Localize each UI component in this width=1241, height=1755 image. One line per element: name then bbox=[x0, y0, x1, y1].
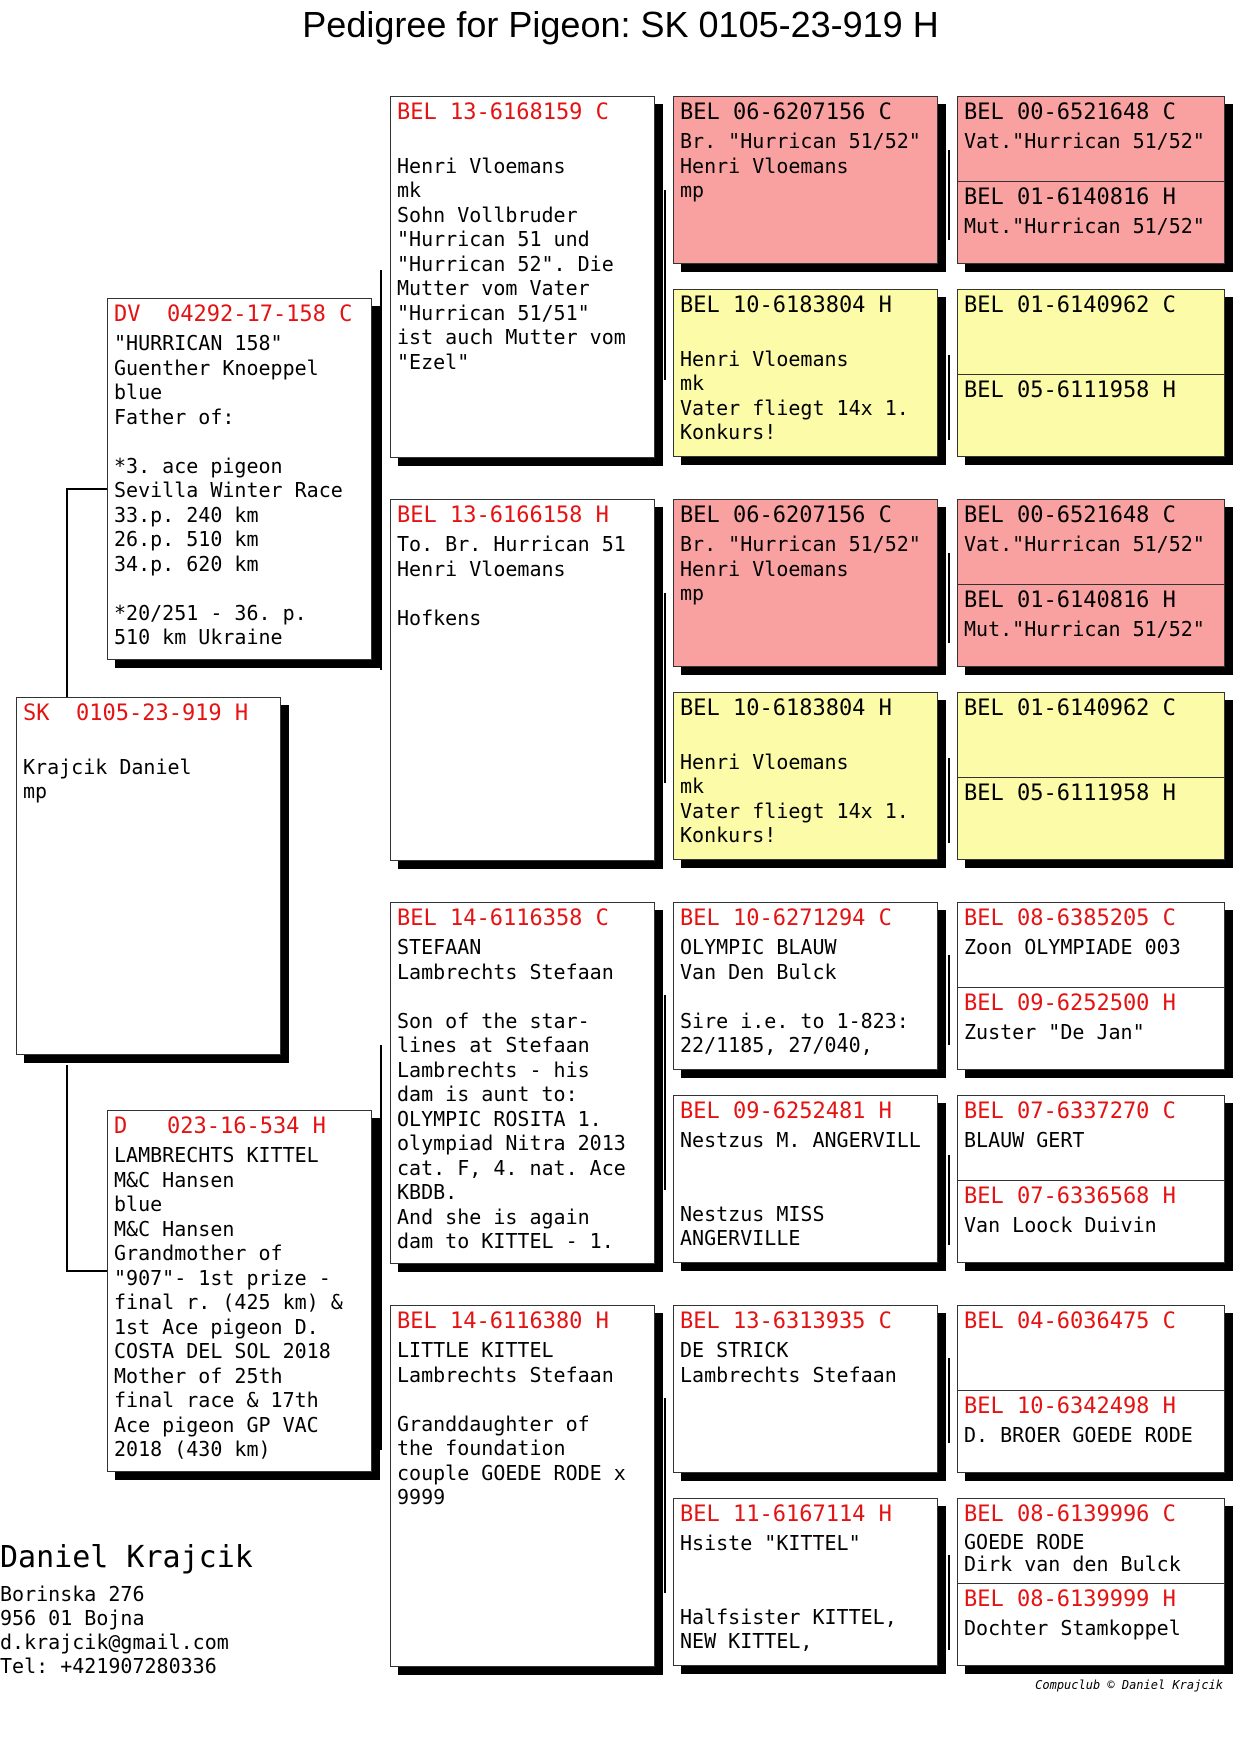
pigeon-details: Van Loock Duivin bbox=[964, 1213, 1157, 1237]
pigeon-details: GOEDE RODE Dirk van den Bulck bbox=[964, 1530, 1181, 1576]
ring-number: BEL 01-6140816 H bbox=[964, 185, 1176, 210]
great-grandparent-card bbox=[673, 1305, 938, 1473]
great-grandparent-card bbox=[673, 96, 938, 264]
pigeon-details: Vat."Hurrican 51/52" bbox=[964, 129, 1205, 153]
ring-number: BEL 09-6252481 H bbox=[680, 1099, 892, 1124]
connector-line bbox=[380, 270, 382, 670]
ring-number: BEL 10-6342498 H bbox=[964, 1394, 1176, 1419]
ring-number: BEL 05-6111958 H bbox=[964, 781, 1176, 806]
pigeon-details: Mut."Hurrican 51/52" bbox=[964, 617, 1205, 641]
connector-line bbox=[948, 1555, 950, 1650]
connector-line bbox=[380, 1045, 382, 1450]
connector-line bbox=[948, 150, 950, 240]
great-great-grandparent-pair bbox=[957, 1305, 1225, 1473]
connector-line bbox=[66, 488, 108, 490]
ring-number: BEL 13-6313935 C bbox=[680, 1309, 892, 1334]
ring-number: SK 0105-23-919 H bbox=[23, 701, 249, 726]
subject-pigeon-card bbox=[16, 697, 281, 1055]
sire-card bbox=[107, 298, 372, 660]
ring-number: BEL 00-6521648 C bbox=[964, 503, 1176, 528]
pigeon-details: To. Br. Hurrican 51 Henri Vloemans Hofkens bbox=[397, 532, 626, 630]
pigeon-details: Henri Vloemans mk Sohn Vollbruder "Hurrican 51 und "Hurrican 52". Die Mutter vom Vater "Hurrican 51/51" ist auch Mutter vom "Ezel" bbox=[397, 153, 626, 374]
ring-number: BEL 10-6271294 C bbox=[680, 906, 892, 931]
pigeon-details: Br. "Hurrican 51/52" Henri Vloemans mp bbox=[680, 532, 921, 605]
great-grandparent-card bbox=[673, 1498, 938, 1666]
ring-number: BEL 01-6140962 C bbox=[964, 293, 1176, 318]
ring-number: BEL 07-6336568 H bbox=[964, 1184, 1176, 1209]
ring-number: BEL 08-6139999 H bbox=[964, 1587, 1176, 1612]
great-great-grandparent-pair bbox=[957, 692, 1225, 860]
pigeon-details: Mut."Hurrican 51/52" bbox=[964, 214, 1205, 238]
dam-card bbox=[107, 1110, 372, 1472]
connector-line bbox=[664, 593, 666, 783]
pigeon-details: Dochter Stamkoppel bbox=[964, 1616, 1181, 1640]
pigeon-details: Br. "Hurrican 51/52" Henri Vloemans mp bbox=[680, 129, 921, 202]
pigeon-details: DE STRICK Lambrechts Stefaan bbox=[680, 1338, 897, 1387]
connector-line bbox=[948, 553, 950, 643]
grandparent-card bbox=[390, 499, 655, 861]
ring-number: BEL 01-6140816 H bbox=[964, 588, 1176, 613]
great-great-grandparent-pair bbox=[957, 1498, 1225, 1666]
ring-number: BEL 00-6521648 C bbox=[964, 100, 1176, 125]
great-great-grandparent-pair bbox=[957, 289, 1225, 457]
breeder-name: Daniel Krajcik bbox=[0, 1540, 253, 1575]
connector-line bbox=[948, 355, 950, 440]
ring-number: BEL 06-6207156 C bbox=[680, 100, 892, 125]
great-grandparent-card bbox=[673, 1095, 938, 1263]
pigeon-details: Henri Vloemans mk Vater fliegt 14x 1. Konkurs! bbox=[680, 749, 909, 847]
connector-line bbox=[664, 995, 666, 1190]
great-grandparent-card bbox=[673, 499, 938, 667]
ring-number: BEL 14-6116380 H bbox=[397, 1309, 609, 1334]
software-credit: Compuclub © Daniel Krajcik bbox=[1035, 1678, 1223, 1692]
pigeon-details: BLAUW GERT bbox=[964, 1128, 1085, 1152]
grandparent-card bbox=[390, 902, 655, 1264]
pigeon-details: LAMBRECHTS KITTEL M&C Hansen blue M&C Hansen Grandmother of "907"- 1st prize - final r. (425 km) & 1st Ace pigeon D. COSTA DEL SOL 2018 Mother of 25th final race & 17th Ace pigeon GP VAC 2018 (430 km) bbox=[114, 1143, 343, 1461]
page-title: Pedigree for Pigeon: SK 0105-23-919 H bbox=[302, 4, 939, 45]
ring-number: BEL 14-6116358 C bbox=[397, 906, 609, 931]
breeder-address-line1: Borinska 276 bbox=[0, 1582, 145, 1606]
connector-line bbox=[664, 190, 666, 380]
pigeon-details: Zuster "De Jan" bbox=[964, 1020, 1145, 1044]
ring-number: BEL 08-6385205 C bbox=[964, 906, 1176, 931]
ring-number: BEL 06-6207156 C bbox=[680, 503, 892, 528]
connector-line bbox=[948, 1358, 950, 1443]
connector-line bbox=[948, 1155, 950, 1245]
ring-number: BEL 10-6183804 H bbox=[680, 293, 892, 318]
connector-line bbox=[66, 1270, 108, 1272]
ring-number: BEL 10-6183804 H bbox=[680, 696, 892, 721]
ring-number: DV 04292-17-158 C bbox=[114, 302, 353, 327]
breeder-phone: Tel: +421907280336 bbox=[0, 1654, 217, 1678]
ring-number: BEL 07-6337270 C bbox=[964, 1099, 1176, 1124]
connector-line bbox=[948, 758, 950, 843]
great-grandparent-card bbox=[673, 902, 938, 1070]
pigeon-details: Vat."Hurrican 51/52" bbox=[964, 532, 1205, 556]
pigeon-details: Hsiste "KITTEL" Halfsister KITTEL, NEW KITTEL, bbox=[680, 1531, 897, 1653]
grandparent-card bbox=[390, 96, 655, 458]
ring-number: BEL 11-6167114 H bbox=[680, 1502, 892, 1527]
breeder-email: d.krajcik@gmail.com bbox=[0, 1630, 229, 1654]
pigeon-details: LITTLE KITTEL Lambrechts Stefaan Granddaughter of the foundation couple GOEDE RODE x 9999 bbox=[397, 1338, 626, 1509]
pigeon-details: D. BROER GOEDE RODE bbox=[964, 1423, 1193, 1447]
great-grandparent-card bbox=[673, 289, 938, 457]
ring-number: D 023-16-534 H bbox=[114, 1114, 326, 1139]
great-great-grandparent-pair bbox=[957, 499, 1225, 667]
ring-number: BEL 05-6111958 H bbox=[964, 378, 1176, 403]
pigeon-details: Nestzus M. ANGERVILL Nestzus MISS ANGERVILLE bbox=[680, 1128, 921, 1250]
breeder-address-line2: 956 01 Bojna bbox=[0, 1606, 145, 1630]
connector-line bbox=[948, 955, 950, 1045]
pigeon-details: OLYMPIC BLAUW Van Den Bulck Sire i.e. to 1-823: 22/1185, 27/040, bbox=[680, 935, 909, 1057]
ring-number: BEL 09-6252500 H bbox=[964, 991, 1176, 1016]
connector-line bbox=[66, 1065, 68, 1270]
ring-number: BEL 08-6139996 C bbox=[964, 1502, 1176, 1527]
grandparent-card bbox=[390, 1305, 655, 1667]
pigeon-details: Krajcik Daniel mp bbox=[23, 754, 192, 803]
great-great-grandparent-pair bbox=[957, 1095, 1225, 1263]
ring-number: BEL 13-6168159 C bbox=[397, 100, 609, 125]
pigeon-details: "HURRICAN 158" Guenther Knoeppel blue Father of: *3. ace pigeon Sevilla Winter Race 33.p. 240 km 26.p. 510 km 34.p. 620 km *20/251 - 36. p. 510 km Ukraine bbox=[114, 331, 343, 649]
great-great-grandparent-pair bbox=[957, 902, 1225, 1070]
ring-number: BEL 01-6140962 C bbox=[964, 696, 1176, 721]
connector-line bbox=[664, 1398, 666, 1593]
connector-line bbox=[66, 488, 68, 698]
great-grandparent-card bbox=[673, 692, 938, 860]
pigeon-details: Zoon OLYMPIADE 003 bbox=[964, 935, 1181, 959]
ring-number: BEL 04-6036475 C bbox=[964, 1309, 1176, 1334]
ring-number: BEL 13-6166158 H bbox=[397, 503, 609, 528]
pigeon-details: STEFAAN Lambrechts Stefaan Son of the star- lines at Stefaan Lambrechts - his dam is aunt to: OLYMPIC ROSITA 1. olympiad Nitra 2013 cat. F, 4. nat. Ace KBDB. And she is again dam to KITTEL - 1. bbox=[397, 935, 626, 1253]
pigeon-details: Henri Vloemans mk Vater fliegt 14x 1. Konkurs! bbox=[680, 346, 909, 444]
great-great-grandparent-pair bbox=[957, 96, 1225, 264]
